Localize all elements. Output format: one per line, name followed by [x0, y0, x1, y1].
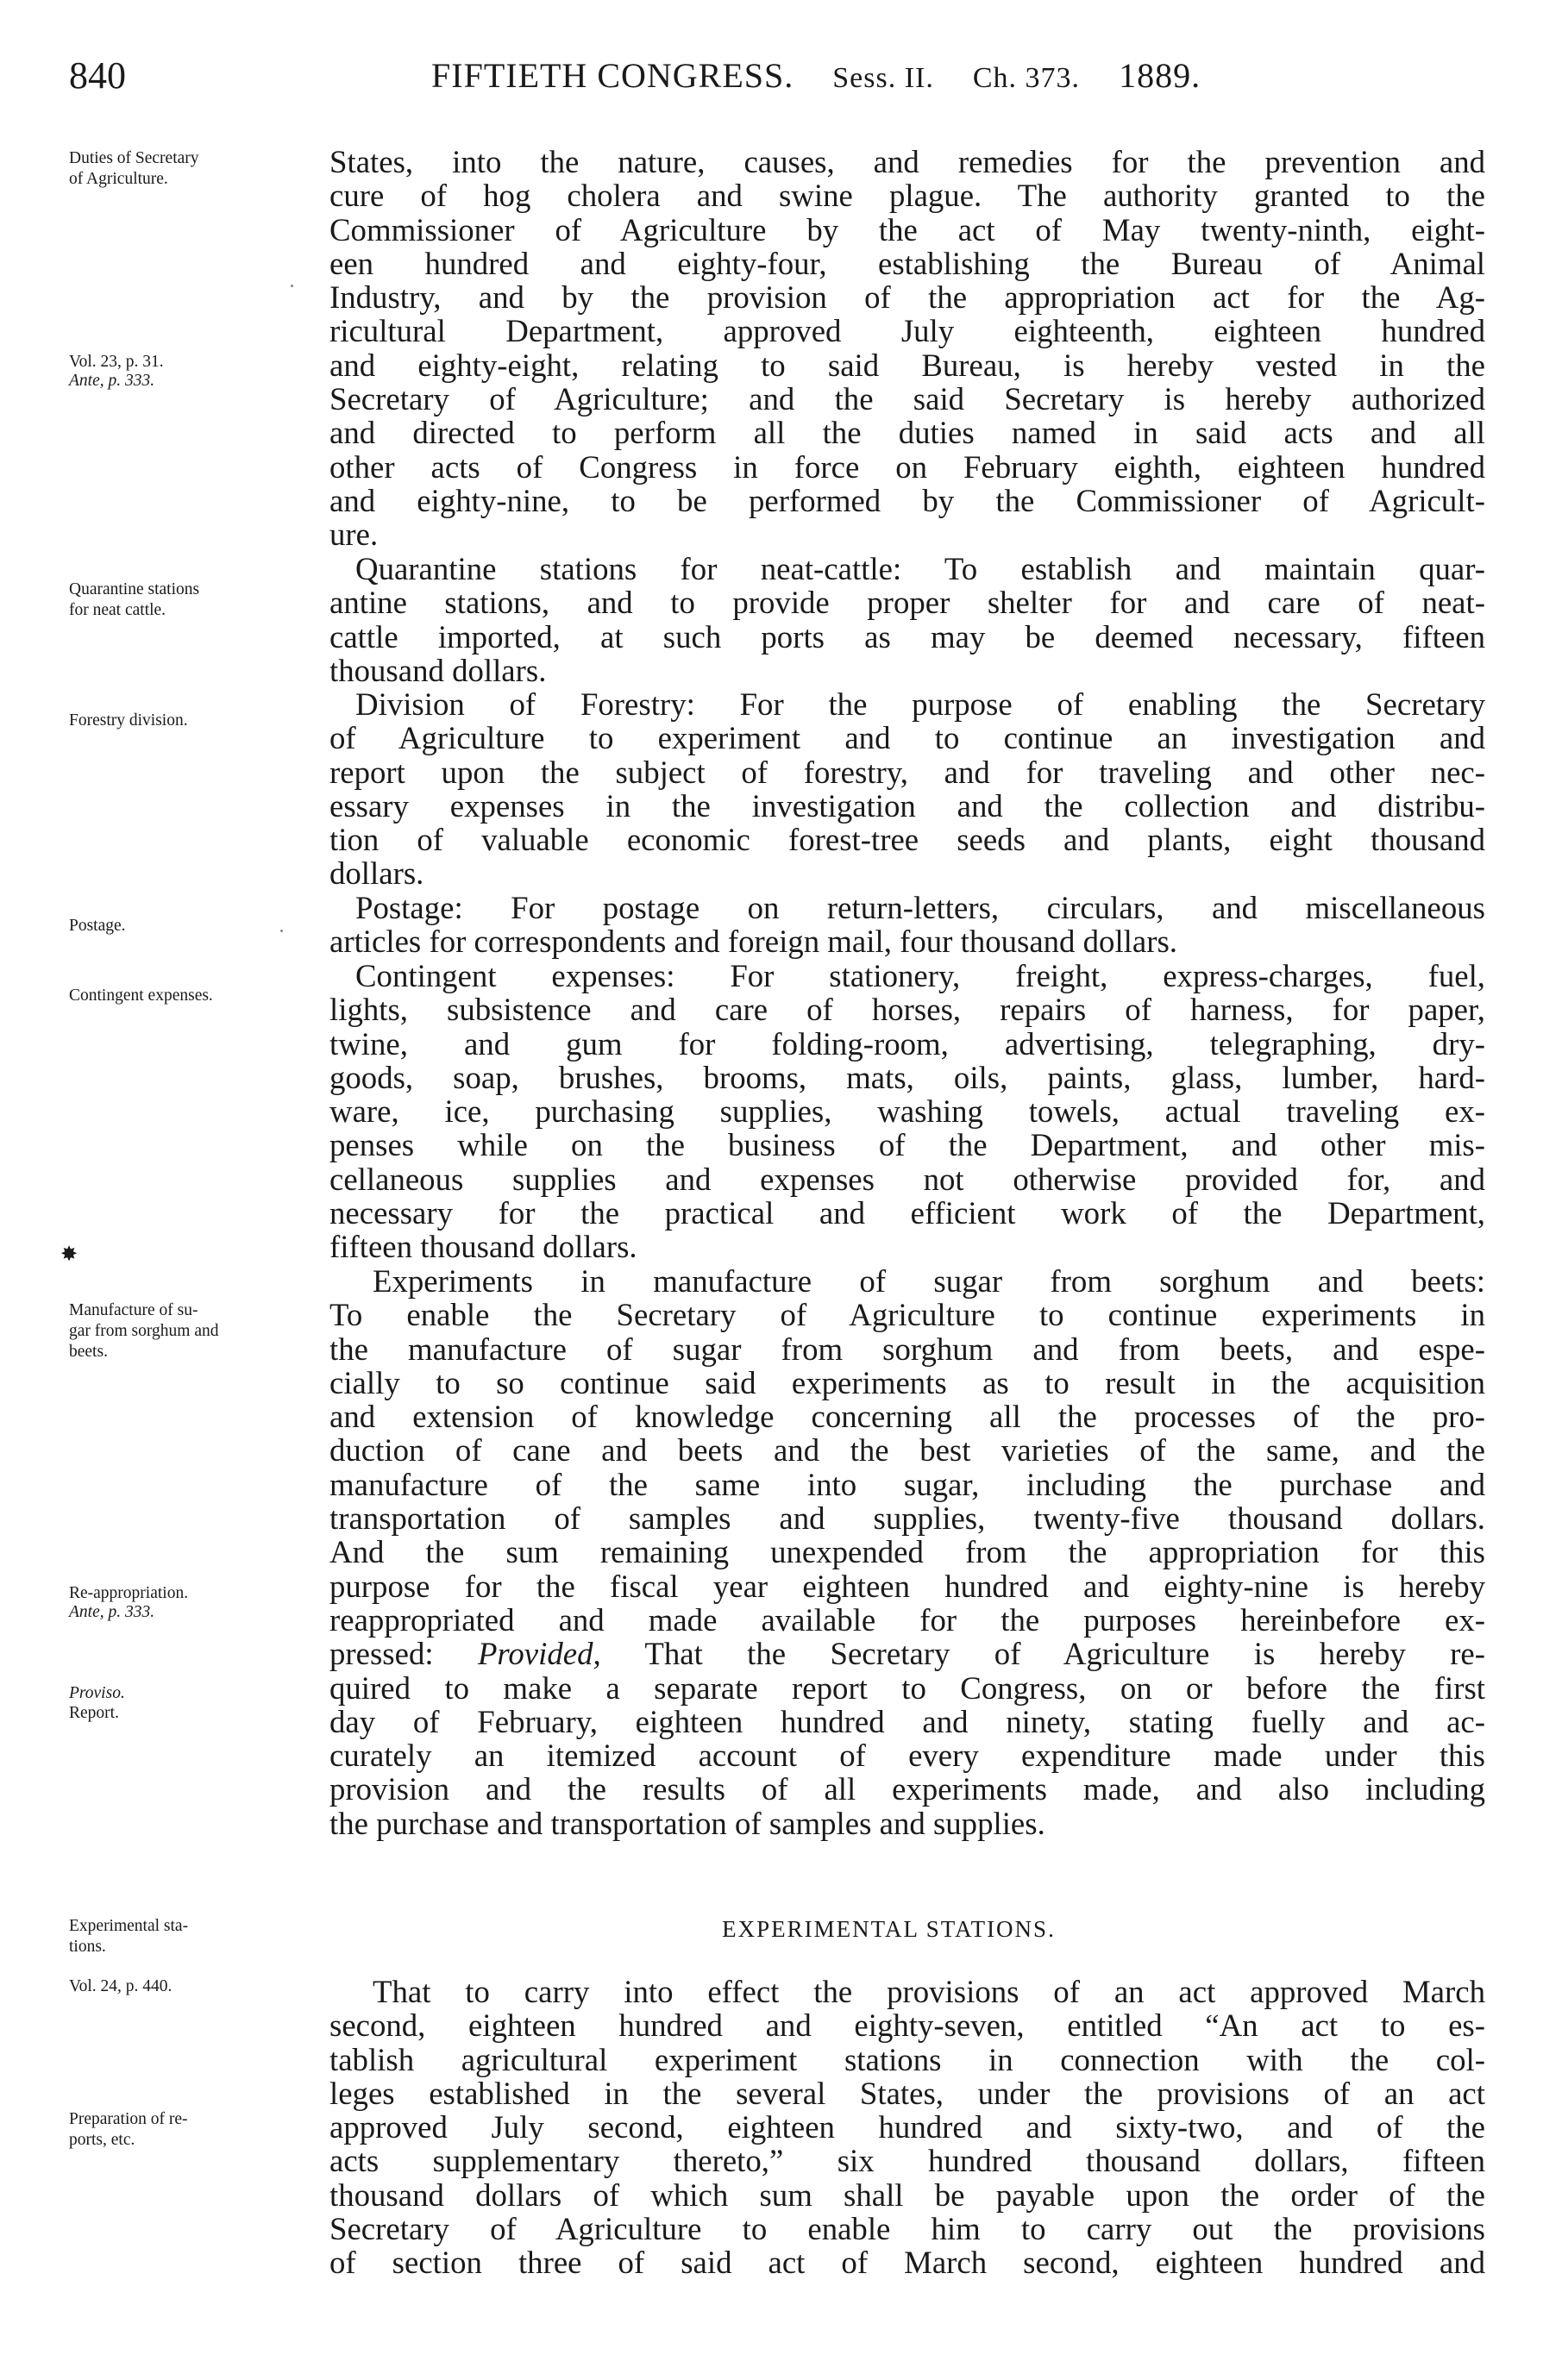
text-line: and extension of knowledge concerning all the processes of the pro- — [329, 1399, 1485, 1435]
margin-note-line: of Agriculture. — [69, 170, 168, 188]
text-line: leges established in the several States, under the provisions of an act — [329, 2075, 1485, 2111]
margin-note-line: Ante, p. 333. — [69, 372, 155, 390]
text-line: cially to so continue said experiments as to result in the acquisition — [329, 1364, 1485, 1400]
dot — [280, 930, 283, 932]
text-line: day of February, eighteen hundred and ninety, stating fuelly and ac- — [329, 1703, 1485, 1739]
text-line: the purchase and transportation of samples and supplies. — [329, 1805, 1045, 1841]
text-line: Commissioner of Agriculture by the act of May twenty-ninth, eight- — [329, 211, 1485, 247]
margin-note-line: Forestry division. — [69, 711, 188, 730]
text-line: acts supplementary thereto,” six hundred thousand dollars, fifteen — [329, 2143, 1485, 2179]
margin-note-line: Quarantine stations — [69, 580, 200, 598]
text-line: and eighty-eight, relating to said Bureau, is hereby vested in the — [329, 347, 1485, 383]
paragraph — [329, 552, 1485, 687]
margin-note — [69, 2109, 319, 2151]
text-line: States, into the nature, causes, and remedies for the prevention and — [329, 144, 1485, 179]
margin-note-line: Duties of Secretary — [69, 149, 199, 167]
text-line: Contingent expenses: For stationery, freight, express-charges, fuel, — [355, 958, 1485, 993]
text-line: cure of hog cholera and swine plague. The authority granted to the — [329, 178, 1485, 214]
text-line: curately an itemized account of every expenditure made under this — [329, 1738, 1485, 1774]
text-line: and directed to perform all the duties named in said acts and all — [329, 415, 1485, 451]
section-title: EXPERIMENTAL STATIONS. — [722, 1916, 1056, 1942]
margin-note-line: Postage. — [69, 917, 126, 935]
text-line: of section three of said act of March second, eighteen hundred and — [329, 2245, 1485, 2281]
paragraph — [329, 1975, 1485, 2280]
paragraph — [329, 959, 1485, 1264]
margin-note-line: beets. — [69, 1343, 108, 1361]
paragraph — [329, 687, 1485, 891]
text-line: tablish agricultural experiment stations in connection with the col- — [329, 2041, 1485, 2077]
running-title — [431, 50, 1230, 104]
text-line: Experiments in manufacture of sugar from sorghum and beets: — [373, 1263, 1485, 1299]
text-line: approved July second, eighteen hundred and sixty-two, and of the — [329, 2109, 1485, 2145]
page-number: 840 — [69, 54, 126, 97]
text-line: second, eighteen hundred and eighty-seven, entitled “An act to es- — [329, 2007, 1485, 2044]
text-line: pressed: Provided, That the Secretary of Agriculture is hereby re- — [329, 1636, 1485, 1672]
margin-note-line: gar from sorghum and — [69, 1322, 219, 1340]
text-line: That to carry into effect the provisions of an act approved March — [373, 1974, 1485, 2009]
text-line: transportation of samples and supplies, twenty-five thousand dollars. — [329, 1500, 1485, 1537]
text-line: thousand dollars of which sum shall be payable upon the order of the — [329, 2176, 1485, 2213]
text-line: ware, ice, purchasing supplies, washing towels, actual traveling ex- — [329, 1093, 1485, 1130]
text-line: To enable the Secretary of Agriculture to continue experiments in — [329, 1297, 1485, 1333]
margin-note — [69, 1683, 319, 1704]
margin-note-line: Preparation of re- — [69, 2110, 188, 2128]
margin-note-line: ports, etc. — [69, 2131, 135, 2149]
text-line: goods, soap, brushes, brooms, mats, oils, paints, glass, lumber, hard- — [329, 1059, 1485, 1095]
margin-note-line: Contingent expenses. — [69, 986, 213, 1005]
text-line: een hundred and eighty-four, establishing the Bureau of Animal — [329, 245, 1485, 281]
proviso-word: Provided, — [477, 1636, 601, 1672]
text-line: lights, subsistence and care of horses, repairs of harness, for paper, — [329, 992, 1485, 1028]
text-line: cattle imported, at such ports as may be deemed necessary, fifteen — [329, 618, 1485, 654]
text-line: Division of Forestry: For the purpose of enabling the Secretary — [355, 686, 1485, 722]
margin-note-line: for neat cattle. — [69, 601, 166, 619]
text-line: tion of valuable economic forest-tree seeds and plants, eight thousand — [329, 822, 1485, 858]
text-line: manufacture of the same into sugar, including the purchase and — [329, 1466, 1485, 1502]
margin-note — [69, 916, 319, 936]
ornament-icon: ✸ — [60, 1243, 78, 1266]
margin-note — [69, 711, 319, 731]
text-line: reappropriated and made available for the purposes hereinbefore ex- — [329, 1601, 1485, 1638]
session-label: Sess. II. — [832, 62, 934, 94]
margin-note-line: Vol. 24, p. 440. — [69, 1977, 173, 1995]
margin-note — [69, 579, 319, 621]
margin-note — [69, 1976, 319, 1997]
text-line: ure. — [329, 517, 379, 553]
text-line: of Agriculture to experiment and to continue an investigation and — [329, 720, 1485, 756]
paragraph — [329, 1264, 1485, 1840]
margin-note — [69, 352, 319, 373]
margin-note-line: Manufacture of su- — [69, 1301, 198, 1319]
text-line: thousand dollars. — [329, 652, 547, 688]
margin-note-line: Report. — [69, 1704, 119, 1722]
text-line: dollars. — [329, 855, 424, 892]
text-line: report upon the subject of forestry, and for traveling and other nec- — [329, 754, 1485, 790]
text-line: Quarantine stations for neat-cattle: To establish and maintain quar- — [355, 551, 1485, 586]
margin-note — [69, 1602, 319, 1623]
margin-note — [69, 1583, 319, 1604]
text-line: provision and the results of all experiments made, and also including — [329, 1771, 1485, 1807]
margin-note — [69, 371, 319, 391]
paragraph — [329, 145, 1485, 552]
text-line: Industry, and by the provision of the appropriation act for the Ag- — [329, 279, 1485, 316]
margin-note-line: Experimental sta- — [69, 1917, 189, 1935]
text-line: and eighty-nine, to be performed by the Commissioner of Agricult- — [329, 482, 1485, 518]
congress-title: FIFTIETH CONGRESS. — [431, 56, 794, 95]
text-line: necessary for the practical and efficient work of the Department, — [329, 1195, 1485, 1231]
text-line: quired to make a separate report to Congress, on or before the first — [329, 1669, 1485, 1706]
margin-note-line: Vol. 23, p. 31. — [69, 353, 164, 371]
text-line: antine stations, and to provide proper shelter for and care of neat- — [329, 585, 1485, 621]
margin-note — [69, 148, 319, 190]
margin-note-line: tions. — [69, 1938, 106, 1956]
text-line: cellaneous supplies and expenses not otherwise provided for, and — [329, 1161, 1485, 1197]
margin-note-line: Ante, p. 333. — [69, 1603, 155, 1621]
chapter-label: Ch. 373. — [972, 62, 1081, 94]
paragraph — [329, 891, 1485, 959]
text-line: articles for correspondents and foreign mail, four thousand dollars. — [329, 924, 1178, 960]
text-line: the manufacture of sugar from sorghum and from beets, and espe- — [329, 1331, 1485, 1367]
text-line: ricultural Department, approved July eighteenth, eighteen hundred — [329, 313, 1485, 349]
text-line: purpose for the fiscal year eighteen hundred and eighty-nine is hereby — [329, 1568, 1485, 1604]
text-line: Secretary of Agriculture to enable him to carry out the provisions — [329, 2211, 1485, 2247]
text-line: Secretary of Agriculture; and the said Secretary is hereby authorized — [329, 381, 1485, 417]
text-line: Postage: For postage on return-letters, circulars, and miscellaneous — [355, 890, 1485, 925]
text-line: other acts of Congress in force on February eighth, eighteen hundred — [329, 448, 1485, 485]
text-line: essary expenses in the investigation and the collection and distribu- — [329, 787, 1485, 824]
text-line: duction of cane and beets and the best varieties of the same, and the — [329, 1432, 1485, 1469]
text-line: And the sum remaining unexpended from the appropriation for this — [329, 1534, 1485, 1570]
running-header — [69, 50, 1492, 102]
year-label: 1889. — [1119, 56, 1201, 95]
text-line: twine, and gum for folding-room, advertising, telegraphing, dry- — [329, 1025, 1485, 1062]
dot — [291, 285, 293, 287]
margin-note — [69, 1300, 319, 1362]
margin-note-line: Proviso. — [69, 1684, 125, 1702]
margin-note — [69, 986, 319, 1006]
margin-note-line: Re-appropriation. — [69, 1584, 189, 1602]
margin-note — [69, 1703, 319, 1724]
text-line: fifteen thousand dollars. — [329, 1229, 637, 1265]
text-line: penses while on the business of the Department, and other mis- — [329, 1127, 1485, 1163]
